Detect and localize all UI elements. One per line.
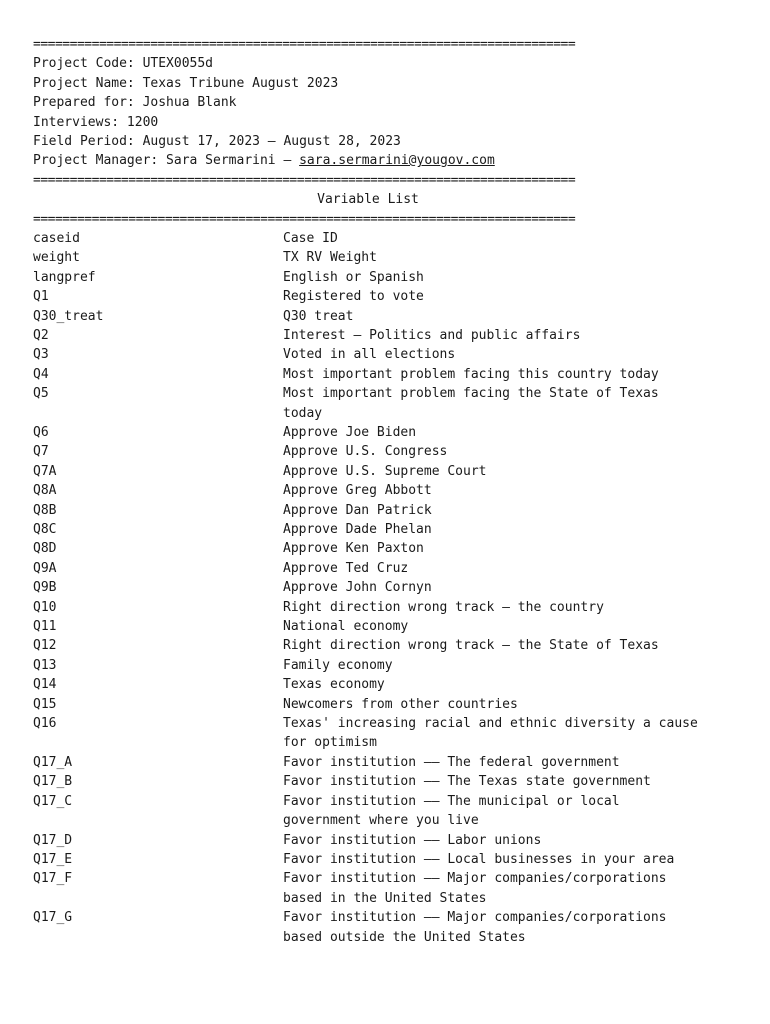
variable-label: Favor institution –– Major companies/corporations based in the United States [283,871,667,906]
variable-name: caseid [33,230,80,246]
variable-label: Favor institution –– Major companies/corporations based outside the United States [283,910,667,945]
variable-name: Q30_treat [33,308,104,324]
project-manager-name: Project Manager: Sara Sermarini – [33,153,300,169]
variable-name: Q5 [33,386,49,402]
separator-rule: ========================================================================== [33,172,576,188]
variable-label: Approve Dade Phelan [283,522,432,537]
variable-name: Q17_C [33,793,73,809]
project-manager [33,151,703,170]
variable-list-title: Variable List [317,192,419,208]
variable-row [33,539,703,558]
variable-row [33,326,703,345]
variable-row [33,578,703,597]
variable-name: Q7 [33,444,49,460]
variable-label: Family economy [283,657,393,673]
variable-row [33,268,703,287]
separator-rule: ========================================================================== [33,211,576,227]
variable-label: TX RV Weight [283,250,377,266]
variable-name: Q9A [33,560,57,576]
variable-row [33,831,703,850]
variable-name: Q17_G [33,910,73,926]
variable-row [33,229,703,248]
variable-name: Q13 [33,657,57,673]
variable-row [33,462,703,481]
variable-name: Q2 [33,327,49,343]
variable-label: Interest – Politics and public affairs [283,327,581,343]
variable-name: Q17_E [33,851,73,867]
project-manager-email-link[interactable]: sara.sermarini@yougov.com [299,153,495,169]
variable-row [33,384,703,423]
variable-label: Approve Ted Cruz [283,560,409,576]
variable-row [33,850,703,869]
variable-row [33,695,703,714]
variable-label: Right direction wrong track – the country [283,599,604,615]
variable-label: Most important problem facing the State of Texas today [283,386,659,421]
variable-name: Q17_B [33,774,73,790]
variable-row [33,307,703,326]
variable-name: Q8A [33,483,57,499]
variable-label: Approve Ken Paxton [283,541,424,557]
variable-name: Q16 [33,716,57,732]
variable-row [33,714,703,753]
variable-row [33,598,703,617]
variable-name: Q1 [33,289,49,305]
variable-label: Approve John Cornyn [283,580,432,596]
codebook-page [33,35,703,947]
variable-name: Q7A [33,463,57,479]
variable-row [33,365,703,384]
variable-label: Voted in all elections [283,347,456,363]
variable-row [33,442,703,461]
variable-row [33,656,703,675]
variable-label: National economy [283,619,409,635]
project-name: Project Name: Texas Tribune August 2023 [33,75,339,91]
variable-row [33,345,703,364]
variable-label: Approve Dan Patrick [283,502,432,518]
variable-row [33,753,703,772]
variable-row [33,520,703,539]
project-code: Project Code: UTEX0055d [33,56,214,72]
variable-row [33,501,703,520]
variable-row [33,287,703,306]
variable-label: Approve U.S. Congress [283,444,448,460]
variable-row [33,792,703,831]
variable-row [33,772,703,791]
variable-name: Q8D [33,541,57,557]
variable-list [33,229,703,947]
variable-label: Case ID [283,230,338,246]
variable-name: Q15 [33,696,57,712]
variable-name: Q12 [33,638,57,654]
variable-label: Favor institution –– The federal government [283,754,620,770]
variable-row [33,481,703,500]
variable-row [33,248,703,267]
variable-name: Q6 [33,424,49,440]
project-header [33,54,703,170]
variable-name: Q3 [33,347,49,363]
variable-row [33,423,703,442]
variable-label: English or Spanish [283,269,424,285]
variable-row [33,675,703,694]
variable-label: Most important problem facing this country today [283,366,659,382]
variable-name: langpref [33,269,96,285]
variable-name: Q4 [33,366,49,382]
variable-label: Approve Joe Biden [283,424,417,440]
field-period: Field Period: August 17, 2023 – August 28, 2023 [33,133,401,149]
variable-label: Approve Greg Abbott [283,483,432,499]
variable-label: Favor institution –– The Texas state government [283,774,651,790]
variable-row [33,636,703,655]
variable-name: Q11 [33,619,57,635]
variable-label: Newcomers from other countries [283,696,518,712]
variable-label: Texas economy [283,677,385,693]
variable-label: Favor institution –– The municipal or local government where you live [283,793,620,829]
interviews: Interviews: 1200 [33,114,159,130]
variable-label: Texas' increasing racial and ethnic diversity a cause for optimism [283,716,698,751]
variable-label: Q30 treat [283,308,354,324]
variable-label: Favor institution –– Local businesses in your area [283,851,675,867]
variable-row [33,869,703,908]
variable-name: weight [33,250,80,266]
variable-name: Q8B [33,502,57,518]
variable-label: Right direction wrong track – the State of Texas [283,638,659,654]
separator-rule: ========================================================================== [33,37,576,52]
variable-name: Q8C [33,522,57,537]
variable-label: Registered to vote [283,289,424,305]
variable-name: Q17_D [33,832,73,848]
variable-name: Q17_F [33,871,73,887]
variable-name: Q9B [33,580,57,596]
variable-label: Favor institution –– Labor unions [283,832,542,848]
variable-row [33,908,703,947]
variable-row [33,617,703,636]
variable-name: Q14 [33,677,57,693]
variable-row [33,559,703,578]
variable-name: Q10 [33,599,57,615]
variable-name: Q17_A [33,754,73,770]
prepared-for: Prepared for: Joshua Blank [33,95,237,111]
variable-label: Approve U.S. Supreme Court [283,463,487,479]
